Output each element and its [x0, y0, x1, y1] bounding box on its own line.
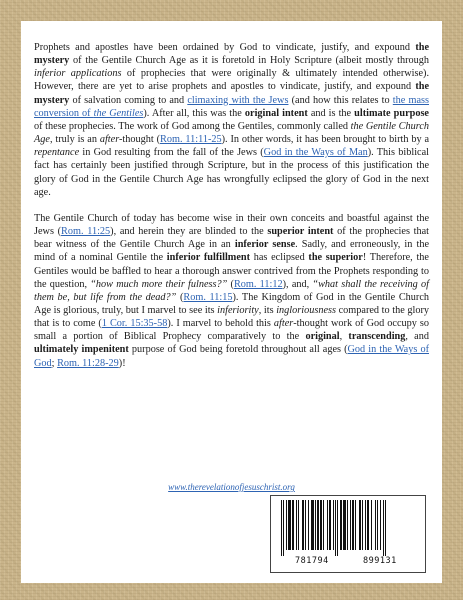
page-panel — [21, 21, 442, 583]
italic-phrase: ingloriousness — [276, 304, 337, 316]
scripture-link[interactable]: Rom. 11:15 — [183, 291, 233, 303]
bold-phrase: superior intent — [267, 226, 334, 238]
italic-phrase: “how much more their fulness?” — [90, 278, 228, 290]
scripture-link[interactable]: climaxing with the Jews — [187, 94, 289, 106]
body-text — [34, 41, 429, 370]
scripture-link[interactable]: God in the Ways of God — [34, 344, 429, 369]
scripture-link[interactable]: Rom. 11:28-29 — [57, 357, 119, 369]
bold-phrase: the mystery — [34, 81, 429, 106]
paragraph-2: The Gentile Church of today has become wise in their own conceits and boastful against the Jews (Rom. 11:25), and herein they are blinded to the superior intent of the prophecies that bear witness of the Gentile Church Age in an inferior sense. Sadly, and erroneously, in the mind of a nominal Gentile the inferior fulfillment has eclipsed the superior! Therefore, the Gentiles would be baffled to hear a thorough answer contrived from the Prophets responding to the question, “how much more their fulness?” (Rom. 11:12), and, “what shall the receiving of them be, but life from the dead?” (Rom. 11:15). The Kingdom of God in the Gentile Church Age is glorious, truly, but I marvel to see its inferiority, its ingloriousness compared to the glory that is to come (1 Cor. 15:35-58). I marvel to behold this after-thought work of God occupy so small a portion of Biblical Prophecy comparatively to the original, transcending, and ultimately impenitent purpose of God being foretold throughout all ages (God in the Ways of God; Rom. 11:28-29)! — [34, 212, 430, 369]
website-link[interactable]: www.therevelationofjesuschrist.org — [168, 482, 295, 492]
scripture-link[interactable]: 1 Cor. 15:35-58 — [101, 318, 168, 330]
scripture-link[interactable]: the mass conversion of — [34, 94, 429, 119]
scripture-link[interactable]: God in the Ways of Man — [263, 147, 368, 159]
italic-phrase: the Gentile Church Age — [34, 120, 429, 146]
website-footer — [21, 482, 442, 492]
italic-phrase: after- — [99, 134, 123, 146]
italic-phrase: inferior applications — [34, 68, 122, 80]
bold-phrase: transcending — [348, 331, 406, 343]
scripture-link[interactable]: Rom. 11:25 — [61, 226, 111, 238]
bold-phrase: inferior sense — [234, 239, 296, 251]
bold-phrase: ultimate purpose — [354, 107, 429, 119]
paragraph-1: Prophets and apostles have been ordained by God to vindicate, justify, and expound the mystery of the Gentile Church Age as it is foretold in Holy Scripture (albeit mostly through inferior applications of prophecies that were originally & ultimately intended otherwise). However, there are yet to arise prophets and apostles to vindicate, justify, and expound the mystery of salvation coming to and climaxing with the Jews (and how this relates to the mass conversion of the Gentiles). After all, this was the original intent and is the ultimate purpose of these prophecies. The work of God among the Gentiles, commonly called the Gentile Church Age, truly is an after-thought (Rom. 11:11-25). In other words, it has been brought to birth by a repentance in God resulting from the fall of the Jews (God in the Ways of Man). This biblical fact has certainly been justified through Scripture, but in the process of this justification the glory of God in the Gentile Church Age has wrongfully eclipsed the glory of God in the next age. — [34, 42, 430, 198]
italic-phrase: “what shall the receiving of them be, but life from the dead?” — [34, 278, 429, 303]
bold-phrase: original intent — [244, 107, 308, 119]
bold-phrase: the superior — [308, 252, 363, 264]
italic-phrase: inferiority — [217, 304, 259, 316]
scripture-link[interactable]: the Gentiles — [93, 107, 144, 119]
bold-phrase: original — [305, 331, 340, 343]
barcode-left-digits: 781794 — [295, 556, 329, 566]
barcode-bars-icon — [277, 500, 419, 556]
barcode-right-digits: 899131 — [363, 556, 397, 566]
bold-phrase: ultimately impenitent — [34, 344, 129, 356]
bold-phrase: the mystery — [34, 42, 429, 67]
bold-phrase: inferior fulfillment — [166, 252, 251, 264]
italic-phrase: repentance — [34, 147, 80, 159]
scripture-link[interactable]: Rom. 11:11-25 — [160, 134, 222, 146]
barcode — [270, 495, 426, 573]
italic-phrase: after — [273, 318, 294, 330]
scripture-link[interactable]: Rom. 11:12 — [233, 278, 283, 290]
